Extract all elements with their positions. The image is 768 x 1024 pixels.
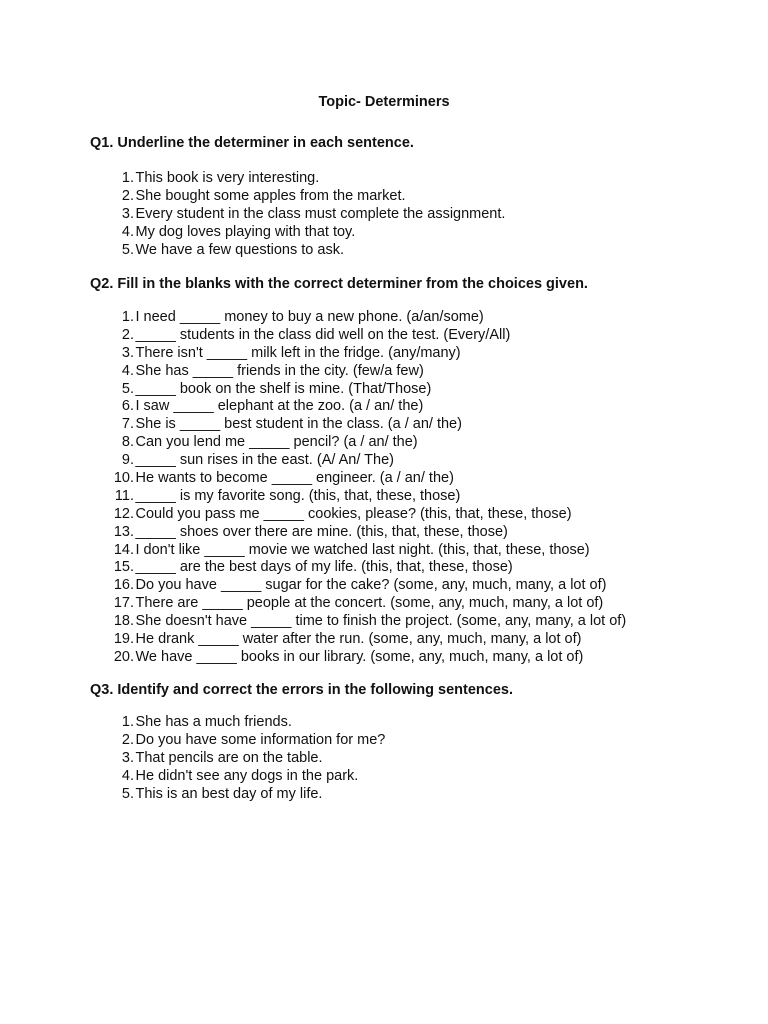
item-number: 6.	[121, 398, 134, 415]
q2-heading: Q2. Fill in the blanks with the correct determiner from the choices given.	[90, 276, 588, 292]
item-text: She doesn't have _____ time to finish the project. (some, any, many, a lot of)	[135, 613, 627, 630]
item-number: 4.	[121, 767, 134, 784]
item-number: 2.	[121, 731, 134, 748]
item-number: 11.	[114, 487, 134, 504]
item-text: I need _____ money to buy a new phone. (a/an/some)	[135, 309, 484, 325]
item-text: Can you lend me _____ pencil? (a / an/ the)	[135, 434, 418, 451]
item-number: 20.	[113, 648, 134, 665]
item-text: This book is very interesting.	[135, 170, 320, 186]
item-number: 1.	[121, 309, 134, 325]
item-number: 5.	[121, 241, 134, 258]
item-number: 3.	[121, 344, 134, 361]
item-number: 1.	[121, 170, 134, 186]
item-text: Do you have some information for me?	[135, 731, 386, 748]
item-number: 19.	[113, 631, 134, 648]
item-text: This is an best day of my life.	[135, 785, 323, 802]
item-text: Do you have _____ sugar for the cake? (some, any, much, many, a lot of)	[135, 577, 607, 594]
item-number: 5.	[121, 380, 134, 397]
item-number: 9.	[121, 452, 134, 469]
item-text: He wants to become _____ engineer. (a / an/ the)	[135, 470, 454, 487]
item-number: 17.	[113, 595, 134, 612]
item-number: 18.	[113, 613, 134, 630]
q1-heading: Q1. Underline the determiner in each sentence.	[90, 135, 414, 151]
item-text: That pencils are on the table.	[135, 749, 323, 766]
item-text: _____ sun rises in the east. (A/ An/ The)	[135, 452, 394, 469]
item-number: 10.	[113, 470, 134, 487]
item-number: 3.	[121, 749, 134, 766]
item-number: 1.	[121, 714, 134, 730]
item-text: He drank _____ water after the run. (some, any, much, many, a lot of)	[135, 631, 582, 648]
item-number: 13.	[113, 523, 134, 540]
item-text: My dog loves playing with that toy.	[135, 223, 356, 240]
item-number: 15.	[113, 559, 134, 576]
item-text: I saw _____ elephant at the zoo. (a / an/ the)	[135, 398, 424, 415]
item-text: _____ book on the shelf is mine. (That/Those)	[135, 380, 432, 397]
item-number: 8.	[121, 434, 134, 451]
item-text: She bought some apples from the market.	[135, 187, 406, 204]
item-text: I don't like _____ movie we watched last night. (this, that, these, those)	[135, 541, 590, 558]
item-text: We have a few questions to ask.	[135, 241, 344, 258]
item-number: 4.	[121, 362, 134, 379]
q3-heading: Q3. Identify and correct the errors in the following sentences.	[90, 682, 514, 698]
item-number: 16.	[113, 577, 134, 594]
item-text: There are _____ people at the concert. (some, any, much, many, a lot of)	[135, 595, 604, 612]
item-number: 2.	[121, 326, 134, 343]
item-text: _____ shoes over there are mine. (this, that, these, those)	[135, 523, 508, 540]
item-number: 7.	[121, 416, 134, 433]
item-text: _____ students in the class did well on the test. (Every/All)	[135, 326, 511, 343]
item-text: She has _____ friends in the city. (few/a few)	[135, 362, 424, 379]
item-text: _____ are the best days of my life. (this, that, these, those)	[135, 559, 513, 576]
item-text: We have _____ books in our library. (some, any, much, many, a lot of)	[135, 648, 584, 665]
item-number: 14.	[113, 541, 134, 558]
item-text: There isn't _____ milk left in the fridge. (any/many)	[135, 344, 461, 361]
item-number: 4.	[121, 223, 134, 240]
item-text: _____ is my favorite song. (this, that, these, those)	[135, 487, 461, 504]
item-text: He didn't see any dogs in the park.	[135, 767, 359, 784]
item-text: She is _____ best student in the class. (a / an/ the)	[135, 416, 462, 433]
item-number: 5.	[121, 785, 134, 802]
item-number: 2.	[121, 187, 134, 204]
item-number: 12.	[113, 505, 134, 522]
item-number: 3.	[121, 205, 134, 222]
item-text: Every student in the class must complete the assignment.	[135, 205, 506, 222]
page-title: Topic- Determiners	[318, 94, 450, 110]
item-text: Could you pass me _____ cookies, please? (this, that, these, those)	[135, 505, 572, 522]
item-text: She has a much friends.	[135, 714, 292, 730]
